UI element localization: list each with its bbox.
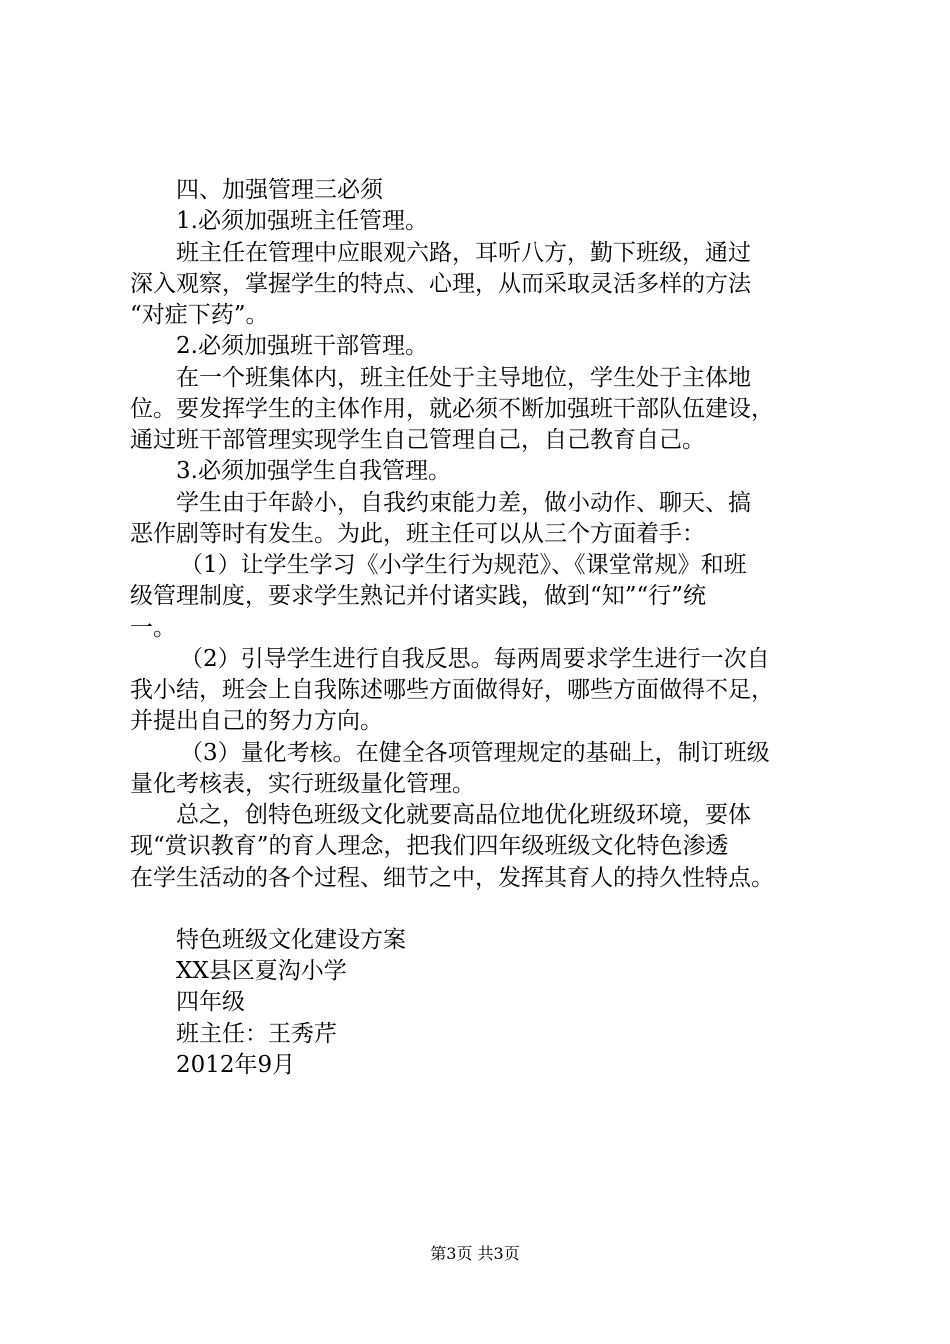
subheading-2: 2.必须加强班干部管理。 (176, 333, 428, 359)
list-item-1: （1）让学生学习《小学生行为规范》、《课堂常规》和班 (180, 552, 747, 578)
paragraph-line: 一。 (130, 615, 176, 641)
signature-date: 2012年9月 (176, 1052, 296, 1078)
paragraph-line: 在一个班集体内，班主任处于主导地位，学生处于主体地 (176, 365, 751, 391)
paragraph-line: 深入观察，掌握学生的特点、心理，从而采取灵活多样的方法 (130, 271, 751, 297)
signature-grade: 四年级 (176, 989, 245, 1015)
paragraph-line: 在学生活动的各个过程、细节之中，发挥其育人的持久性特点。 (130, 865, 774, 891)
subheading-1: 1.必须加强班主任管理。 (176, 208, 428, 234)
page-number-footer: 第3页 共3页 (430, 1244, 520, 1263)
paragraph-line: “对症下药”。 (130, 302, 269, 328)
subheading-3: 3.必须加强学生自我管理。 (176, 458, 451, 484)
paragraph-line: 量化考核表，实行班级量化管理。 (130, 771, 475, 797)
list-item-3: （3）量化考核。在健全各项管理规定的基础上，制订班级 (180, 740, 770, 766)
paragraph-line: 班主任在管理中应眼观六路，耳听八方，勤下班级，通过 (176, 240, 751, 266)
paragraph-line: 我小结，班会上自我陈述哪些方面做得好，哪些方面做得不足， (130, 677, 774, 703)
paragraph-line: 位。要发挥学生的主体作用，就必须不断加强班干部队伍建设， (130, 396, 774, 422)
paragraph-line: 级管理制度，要求学生熟记并付诸实践，做到“知”“行”统 (130, 583, 707, 609)
paragraph-line: 恶作剧等时有发生。为此，班主任可以从三个方面着手： (130, 521, 705, 547)
list-item-2: （2）引导学生进行自我反思。每两周要求学生进行一次自 (180, 646, 770, 672)
paragraph-line: 学生由于年龄小，自我约束能力差，做小动作、聊天、搞 (176, 490, 751, 516)
signature-school: XX县区夏沟小学 (176, 958, 347, 984)
paragraph-line: 现“赏识教育”的育人理念，把我们四年级班级文化特色渗透 (130, 833, 729, 859)
section-heading: 四、加强管理三必须 (176, 177, 383, 203)
signature-title: 特色班级文化建设方案 (176, 927, 406, 953)
conclusion-line: 总之，创特色班级文化就要高品位地优化班级环境，要体 (176, 802, 751, 828)
paragraph-line: 通过班干部管理实现学生自己管理自己，自己教育自己。 (130, 427, 705, 453)
signature-teacher: 班主任：王秀芹 (176, 1021, 337, 1047)
paragraph-line: 并提出自己的努力方向。 (130, 708, 383, 734)
